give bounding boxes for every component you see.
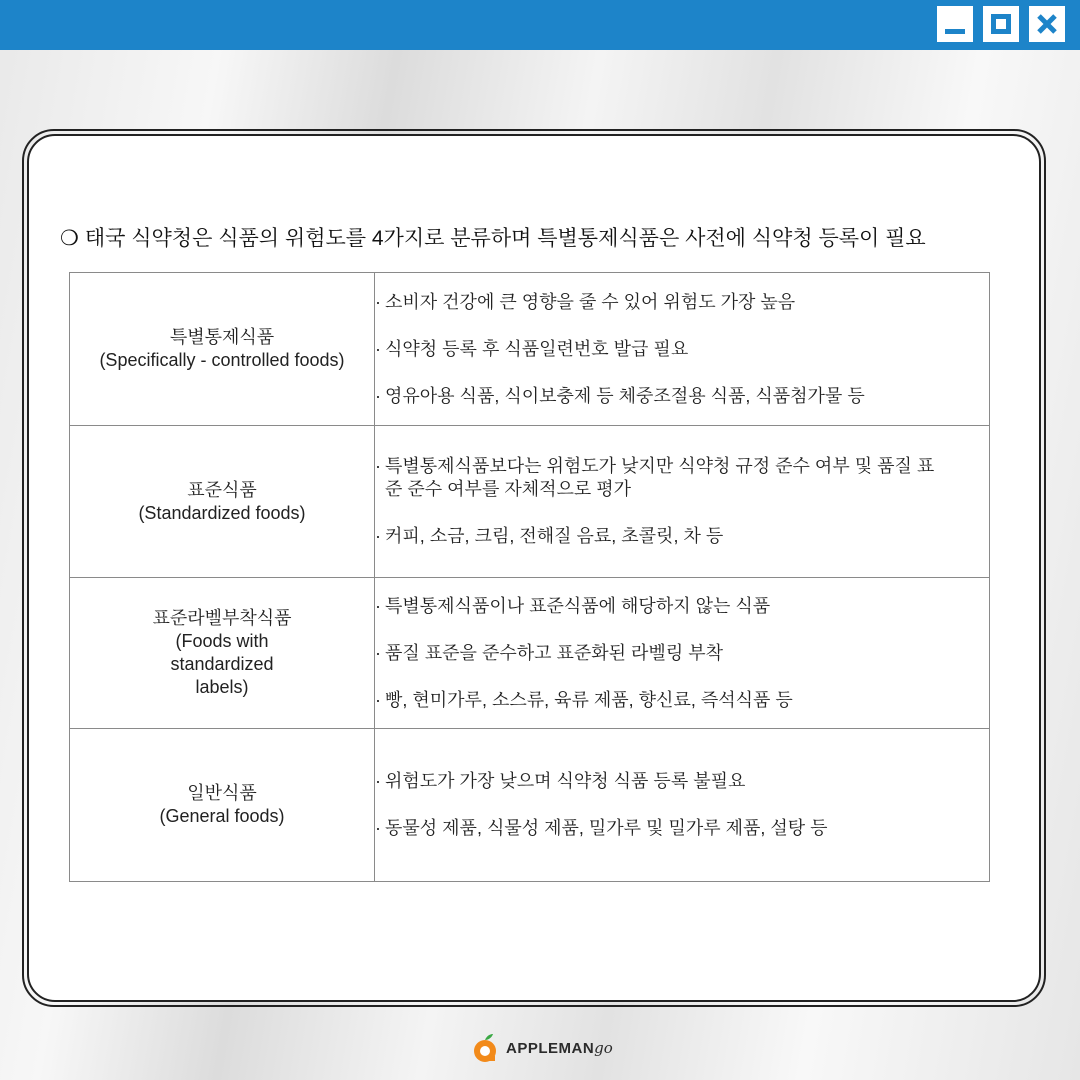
category-ko: 특별통제식품 [169, 327, 275, 347]
category-ko: 표준식품 [187, 479, 257, 500]
description-item: · 커피, 소금, 크림, 전해질 음료, 초콜릿, 차 등 [375, 525, 989, 548]
description-cell [375, 578, 990, 729]
apple-logo-icon [472, 1033, 498, 1063]
category-en: (Specifically - controlled foods) [99, 350, 345, 370]
category-ko: 표준라벨부착식품 [152, 608, 292, 628]
page-heading [60, 222, 926, 252]
table-row [70, 729, 990, 882]
description-item: · 품질 표준을 준수하고 표준화된 라벨링 부착 [375, 642, 989, 665]
category-en: (General foods) [159, 806, 285, 826]
close-button[interactable] [1029, 6, 1065, 42]
logo-text: APPLEMAN [506, 1039, 595, 1057]
category-en: (Standardized foods) [138, 502, 306, 523]
description-item: · 특별통제식품보다는 위험도가 낮지만 식약청 규정 준수 여부 및 품질 표준 준수 여부를 자체적으로 평가 [375, 455, 989, 501]
table-row [70, 426, 990, 578]
minimize-button[interactable] [937, 6, 973, 42]
description-cell [375, 273, 990, 426]
maximize-button[interactable] [983, 6, 1019, 42]
logo-script: go [594, 1039, 613, 1057]
brand-logo [472, 1030, 613, 1066]
heading-bullet: ❍ [60, 227, 79, 250]
description-item: · 특별통제식품이나 표준식품에 해당하지 않는 식품 [375, 595, 989, 618]
food-classification-table [69, 272, 990, 882]
category-cell [70, 578, 375, 729]
description-item: · 동물성 제품, 식물성 제품, 밀가루 및 밀가루 제품, 설탕 등 [375, 817, 989, 840]
category-cell [70, 729, 375, 882]
category-ko: 일반식품 [187, 783, 257, 803]
description-item: · 영유아용 식품, 식이보충제 등 체중조절용 식품, 식품첨가물 등 [375, 385, 989, 408]
category-cell [70, 273, 375, 426]
heading-text: 태국 식약청은 식품의 위험도를 4가지로 분류하며 특별통제식품은 사전에 식약청 등록이 필요 [84, 227, 926, 250]
category-cell [70, 426, 375, 578]
close-icon [1029, 6, 1065, 42]
maximize-icon [991, 14, 1011, 34]
table-row [70, 578, 990, 729]
title-bar [0, 0, 1080, 50]
description-item: · 소비자 건강에 큰 영향을 줄 수 있어 위험도 가장 높음 [375, 291, 989, 314]
category-en-line: standardized [170, 654, 274, 674]
description-cell [375, 426, 990, 578]
category-en-line: labels) [195, 677, 249, 697]
description-item: · 빵, 현미가루, 소스류, 육류 제품, 향신료, 즉석식품 등 [375, 689, 989, 712]
description-item: · 위험도가 가장 낮으며 식약청 식품 등록 불필요 [375, 770, 989, 793]
category-en-line: (Foods with [175, 631, 269, 651]
description-item: · 식약청 등록 후 식품일련번호 발급 필요 [375, 338, 989, 361]
minimize-icon [945, 29, 965, 34]
description-cell [375, 729, 990, 882]
table-row [70, 273, 990, 426]
